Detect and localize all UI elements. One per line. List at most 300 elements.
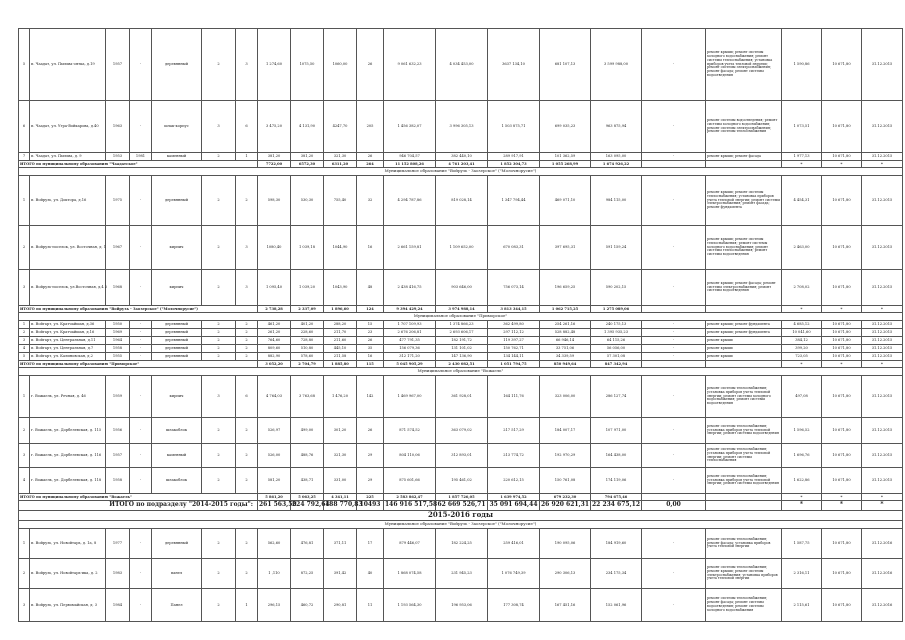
cell-a2: 401,20 bbox=[291, 321, 324, 329]
cell-c1: 4 294 787,86 bbox=[384, 176, 436, 226]
cell-c1: 477 791,35 bbox=[384, 337, 436, 345]
cell-works: ремонт крыши bbox=[706, 345, 782, 353]
cell-c2: 182 191,72 bbox=[436, 337, 488, 345]
cell-floors: 3 bbox=[202, 101, 236, 153]
cell-works: ремонт системы водоотведения; ремонт системы холодного водоснабжения; ремонт системы электроснабжения; ремонт системы теплоснабжения bbox=[706, 101, 782, 153]
cell-c2: 312 893,01 bbox=[436, 444, 488, 468]
cell-c4: 190 095,06 bbox=[540, 529, 591, 559]
cell-c1: 2 676 206,81 bbox=[384, 329, 436, 337]
subtotal-row bbox=[19, 494, 903, 501]
cell-c4: 469 071,10 bbox=[540, 176, 591, 226]
cell-entr: 2 bbox=[236, 418, 258, 444]
cell-a3: 290,81 bbox=[324, 589, 357, 622]
table-row bbox=[19, 337, 903, 345]
cell-a1: 526,00 bbox=[258, 444, 291, 468]
cell-a1: 4 764,03 bbox=[258, 376, 291, 418]
cell-c3: 1 503 875,71 bbox=[488, 101, 540, 153]
cell-c3: 177 308,74 bbox=[488, 589, 540, 622]
total-c4: 26 920 621,31 bbox=[540, 501, 591, 511]
cell-spec: 1 977,13 bbox=[782, 153, 822, 161]
cell-c4: 101 362,59 bbox=[540, 153, 591, 161]
cell-a3: 391,42 bbox=[324, 559, 357, 589]
cell-year2: - bbox=[130, 345, 152, 353]
total-c4: 679 232,30 bbox=[540, 494, 591, 501]
cell-floors: 2 bbox=[202, 321, 236, 329]
cell-year2: - bbox=[130, 321, 152, 329]
cell-addr: г. Вожаель, ул. Речная, д. 46 bbox=[30, 376, 106, 418]
cell-lim: 10 671,80 bbox=[822, 329, 862, 337]
cell-c5: 163 095,00 bbox=[591, 153, 642, 161]
total-c4: 1 062 715,25 bbox=[540, 306, 591, 313]
table-row bbox=[19, 418, 903, 444]
cell-spec: 384,12 bbox=[782, 337, 822, 345]
cell-c2: 903 646,00 bbox=[436, 270, 488, 306]
cell-addr: п. Чаадат, ул. Пыльва-оятка, д.19 bbox=[30, 29, 106, 101]
cell-c3: 297 112,12 bbox=[488, 329, 540, 337]
cell-c1: 871 574,52 bbox=[384, 418, 436, 444]
cell-a3: 1043,90 bbox=[324, 270, 357, 306]
cell-no: 3 bbox=[19, 337, 30, 345]
cell-no: 3 bbox=[19, 444, 30, 468]
cell-floors: 2 bbox=[202, 529, 236, 559]
cell-year2: - bbox=[130, 529, 152, 559]
total-date: * bbox=[862, 161, 903, 168]
cell-c5: 590 202,15 bbox=[591, 270, 642, 306]
cell-spec: 497,08 bbox=[782, 376, 822, 418]
cell-a1: 1 095,40 bbox=[258, 270, 291, 306]
total-spec: * bbox=[782, 501, 822, 511]
total-lim: * bbox=[822, 161, 862, 168]
cell-floors: 3 bbox=[202, 376, 236, 418]
cell-c5: 240 175,13 bbox=[591, 321, 642, 329]
cell-works: ремонт крыши bbox=[706, 353, 782, 361]
cell-c3: 119 397,27 bbox=[488, 337, 540, 345]
cell-c6: - bbox=[642, 529, 706, 559]
cell-entr: 2 bbox=[236, 353, 258, 361]
cell-a3: 211,70 bbox=[324, 329, 357, 337]
cell-year2: - bbox=[130, 337, 152, 345]
cell-works: ремонт крыши; ремонт фундамента bbox=[706, 329, 782, 337]
cell-year: 1983 bbox=[106, 559, 130, 589]
cell-c6: - bbox=[642, 321, 706, 329]
cell-a3: 755,40 bbox=[324, 176, 357, 226]
cell-c1: 1 193 564,30 bbox=[384, 589, 436, 622]
cell-a2: 228,60 bbox=[291, 329, 324, 337]
cell-year2: - bbox=[130, 444, 152, 468]
cell-people: 15 bbox=[357, 321, 384, 329]
cell-people: 26 bbox=[357, 29, 384, 101]
cell-a3: 1 476,20 bbox=[324, 376, 357, 418]
cell-no: 6 bbox=[19, 101, 30, 153]
total-c5: 1 674 926,22 bbox=[591, 161, 642, 168]
cell-c1: 156 079,36 bbox=[384, 345, 436, 353]
total-c1: 2 583 862,47 bbox=[384, 494, 436, 501]
cell-a2: 3 763,68 bbox=[291, 376, 324, 418]
cell-floors: 2 bbox=[202, 153, 236, 161]
cell-a2: 1075,50 bbox=[291, 29, 324, 101]
cell-year2: - bbox=[130, 468, 152, 494]
cell-c3: 1 076 749,39 bbox=[488, 559, 540, 589]
cell-spec: 1 622,86 bbox=[782, 468, 822, 494]
total-c3: 1 639 974,52 bbox=[488, 494, 540, 501]
cell-c5: 174 119,06 bbox=[591, 468, 642, 494]
cell-c3: 220 612,15 bbox=[488, 468, 540, 494]
cell-lim: 10 671,80 bbox=[822, 270, 862, 306]
cell-people: 16 bbox=[357, 353, 384, 361]
cell-no: 4 bbox=[19, 468, 30, 494]
cell-year2: - bbox=[130, 329, 152, 337]
cell-entr: 6 bbox=[236, 376, 258, 418]
cell-c6: - bbox=[642, 176, 706, 226]
municipality-title: Муниципальное образование "Войрузь - Заозерское" ("Молочнорусие") bbox=[19, 521, 903, 529]
cell-c5: 963 875,94 bbox=[591, 101, 642, 153]
total-a1: 3 052,20 bbox=[258, 361, 291, 368]
cell-c4: 196 659,25 bbox=[540, 270, 591, 306]
cell-year2: - bbox=[130, 176, 152, 226]
cell-entr: 2 bbox=[236, 468, 258, 494]
total-works bbox=[706, 161, 782, 168]
cell-c4: 34 339,59 bbox=[540, 353, 591, 361]
cell-date: 31.12.2015 bbox=[862, 270, 903, 306]
cell-c3: 259 416,01 bbox=[488, 529, 540, 559]
cell-floors: 2 bbox=[202, 226, 236, 270]
cell-a2: 460,72 bbox=[291, 589, 324, 622]
cell-no: 2 bbox=[19, 418, 30, 444]
total-date: * bbox=[862, 501, 903, 511]
cell-year: 1964 bbox=[106, 337, 130, 345]
cell-entr: 2 bbox=[236, 345, 258, 353]
cell-c6: - bbox=[642, 329, 706, 337]
total-people: 124 bbox=[357, 306, 384, 313]
cell-date: 31.12.2015 bbox=[862, 376, 903, 418]
cell-no: 2 bbox=[19, 329, 30, 337]
total-people: 264 bbox=[357, 161, 384, 168]
cell-spec: 1 590,86 bbox=[782, 29, 822, 101]
cell-spec: 2 316,11 bbox=[782, 559, 822, 589]
table-row bbox=[19, 589, 903, 622]
total-label: ИТОГО по муниципальному образованию "Вожаель" bbox=[19, 494, 258, 501]
cell-a1: 598,30 bbox=[258, 176, 291, 226]
cell-no: 4 bbox=[19, 345, 30, 353]
cell-spec: 4 685,12 bbox=[782, 321, 822, 329]
cell-c2: 4 034 453,00 bbox=[436, 29, 488, 101]
cell-works: ремонт крыши; ремонт системы холодного водоснабжения; ремонт системы теплоснабжения; установка приборов учета тепловой энергии; ремонт системы электроснабжения; ремонт фасада; ремонт системы водоотведения bbox=[706, 29, 782, 101]
cell-c4: 192 970,29 bbox=[540, 444, 591, 468]
cell-floors: 2 bbox=[202, 418, 236, 444]
cell-lim: 10 671,80 bbox=[822, 321, 862, 329]
cell-date: 31.12.2015 bbox=[862, 468, 903, 494]
cell-year: 1958 bbox=[106, 468, 130, 494]
table-row bbox=[19, 559, 903, 589]
total-c6 bbox=[642, 161, 706, 168]
cell-c6: - bbox=[642, 29, 706, 101]
table-row bbox=[19, 468, 903, 494]
cell-material: Панел bbox=[152, 589, 202, 622]
cell-a2: 4 131,90 bbox=[291, 101, 324, 153]
cell-no: 7 bbox=[19, 153, 30, 161]
total-a1: 5 861,20 bbox=[258, 494, 291, 501]
cell-addr: п. Войрузь, ул. Первомайская, д. 3 bbox=[30, 589, 106, 622]
cell-spec: 4 454,31 bbox=[782, 176, 822, 226]
table-row bbox=[19, 176, 903, 226]
total-c5: 1 275 089,06 bbox=[591, 306, 642, 313]
total-a2: 6572,30 bbox=[291, 161, 324, 168]
cell-year2: - bbox=[130, 589, 152, 622]
cell-date: 31.12.2016 bbox=[862, 529, 903, 559]
municipality-title: Муниципальное образование "Приморское" bbox=[19, 313, 903, 321]
cell-spec: 2 708,02 bbox=[782, 270, 822, 306]
cell-a1: 3 475,20 bbox=[258, 101, 291, 153]
cell-material: кирпич bbox=[152, 270, 202, 306]
table-row bbox=[19, 529, 903, 559]
cell-a2: 510,80 bbox=[291, 345, 324, 353]
cell-year2: - bbox=[130, 226, 152, 270]
municipality-title: Муниципальное образование "Войрузь - Заозерское" ("Молочнорусие") bbox=[19, 168, 903, 176]
cell-year2: - bbox=[130, 418, 152, 444]
total-lim: * bbox=[822, 501, 862, 511]
cell-material: деревянный bbox=[152, 321, 202, 329]
cell-a3: 211,60 bbox=[324, 337, 357, 345]
cell-c2: 819 028,14 bbox=[436, 176, 488, 226]
cell-lim: 10 671,80 bbox=[822, 529, 862, 559]
total-works bbox=[706, 361, 782, 368]
cell-c5: 591 159,24 bbox=[591, 226, 642, 270]
subtotal-row bbox=[19, 361, 903, 368]
cell-c2: 196 953,06 bbox=[436, 589, 488, 622]
total-c2: 3 974 988,14 bbox=[436, 306, 488, 313]
cell-date: 31.12.2015 bbox=[862, 101, 903, 153]
cell-a1: 882,90 bbox=[258, 353, 291, 361]
cell-addr: п. Чаадат, ул. Угра-Войкарова, д.40 bbox=[30, 101, 106, 153]
cell-floors: 2 bbox=[202, 270, 236, 306]
cell-no: 1 bbox=[19, 176, 30, 226]
cell-material: кирпич bbox=[152, 376, 202, 418]
table-row bbox=[19, 101, 903, 153]
table-row bbox=[19, 321, 903, 329]
cell-people: 35 bbox=[357, 345, 384, 353]
cell-a1: 809,60 bbox=[258, 345, 291, 353]
cell-spec: 1 587,75 bbox=[782, 529, 822, 559]
cell-c4: 528 882,48 bbox=[540, 329, 591, 337]
cell-date: 31.12.2015 bbox=[862, 353, 903, 361]
cell-people: 16 bbox=[357, 226, 384, 270]
cell-entr: 2 bbox=[236, 559, 258, 589]
cell-c2: 182 224,25 bbox=[436, 529, 488, 559]
cell-c6: - bbox=[642, 444, 706, 468]
total-label: ИТОГО по подразделу "2014-2015 годы": bbox=[19, 501, 258, 511]
cell-date: 31.12.2016 bbox=[862, 589, 903, 622]
cell-c2: 231 945,23 bbox=[436, 559, 488, 589]
total-a2: 5 063,25 bbox=[291, 494, 324, 501]
cell-c3: 164 111,76 bbox=[488, 376, 540, 418]
total-lim: * bbox=[822, 361, 862, 368]
cell-lim: 10 671,80 bbox=[822, 226, 862, 270]
cell-people: 40 bbox=[357, 559, 384, 589]
cell-c4: 254 261,16 bbox=[540, 321, 591, 329]
cell-year: 1967 bbox=[106, 226, 130, 270]
total-c5: 22 234 675,12 bbox=[591, 501, 642, 511]
cell-works: ремонт крыши; ремонт фундамента bbox=[706, 321, 782, 329]
total-c5: 794 675,46 bbox=[591, 494, 642, 501]
cell-c2: 1 374 866,23 bbox=[436, 321, 488, 329]
table-row bbox=[19, 444, 903, 468]
total-c1: 5 045 905,29 bbox=[384, 361, 436, 368]
cell-addr: п. Чаадат, ул. Пыльва, д. 9 bbox=[30, 153, 106, 161]
cell-c1: 879 446,07 bbox=[384, 529, 436, 559]
total-a1: 2 738,28 bbox=[258, 306, 291, 313]
cell-people: 48 bbox=[357, 270, 384, 306]
cell-people: 29 bbox=[357, 468, 384, 494]
cell-a1: 1 274,60 bbox=[258, 29, 291, 101]
cell-a3: 321,30 bbox=[324, 153, 357, 161]
cell-year: 1968 bbox=[106, 270, 130, 306]
cell-addr: п. Войгарт, ул. Кратчайшая, д.16 bbox=[30, 329, 106, 337]
cell-c5: 1 395 935,23 bbox=[591, 329, 642, 337]
total-a3: 188 770,83 bbox=[324, 501, 357, 511]
cell-a2: 578,60 bbox=[291, 353, 324, 361]
municipality-header-row bbox=[19, 168, 903, 176]
cell-material: деревянный bbox=[152, 329, 202, 337]
total-lim: * bbox=[822, 306, 862, 313]
table-row bbox=[19, 29, 903, 101]
cell-c3: 3637 134,10 bbox=[488, 29, 540, 101]
cell-addr: г. Вожаель, ул. Дорбелевская, д. 116 bbox=[30, 444, 106, 468]
table-row bbox=[19, 353, 903, 361]
cell-c1: 2 438 416,75 bbox=[384, 270, 436, 306]
cell-no: 1 bbox=[19, 376, 30, 418]
cell-date: 31.12.2016 bbox=[862, 559, 903, 589]
cell-year: 1977 bbox=[106, 529, 130, 559]
cell-c6: - bbox=[642, 101, 706, 153]
cell-c5: 107 971,00 bbox=[591, 418, 642, 444]
cell-material: каменный bbox=[152, 153, 202, 161]
cell-floors: 2 bbox=[202, 353, 236, 361]
cell-date: 31.12.2015 bbox=[862, 226, 903, 270]
municipality-header-row bbox=[19, 313, 903, 321]
cell-c4: 397 695,31 bbox=[540, 226, 591, 270]
cell-c2: 361 928,01 bbox=[436, 376, 488, 418]
cell-year: 1958 bbox=[106, 345, 130, 353]
cell-people: 23 bbox=[357, 329, 384, 337]
cell-c1: 1 456 382,07 bbox=[384, 101, 436, 153]
cell-c6: - bbox=[642, 376, 706, 418]
cell-date: 31.12.2015 bbox=[862, 29, 903, 101]
cell-a2: 488,76 bbox=[291, 444, 324, 468]
cell-entr: 1 bbox=[236, 153, 258, 161]
cell-year2: - bbox=[130, 353, 152, 361]
cell-no: 1 bbox=[19, 529, 30, 559]
total-spec: * bbox=[782, 306, 822, 313]
cell-a3: 288,20 bbox=[324, 321, 357, 329]
total-c6: 0,00 bbox=[642, 501, 706, 511]
cell-year2: - bbox=[130, 270, 152, 306]
cell-c1: 804 110,06 bbox=[384, 444, 436, 468]
cell-entr: 2 bbox=[236, 444, 258, 468]
total-c4: 1 055 268,99 bbox=[540, 161, 591, 168]
cell-floors: 2 bbox=[202, 468, 236, 494]
total-lim: * bbox=[822, 494, 862, 501]
cell-a2: 499,00 bbox=[291, 418, 324, 444]
cell-c3: 670 083,31 bbox=[488, 226, 540, 270]
cell-a3: 331,00 bbox=[324, 468, 357, 494]
cell-no: 2 bbox=[19, 559, 30, 589]
cell-no: 3 bbox=[19, 270, 30, 306]
cell-lim: 10 671,80 bbox=[822, 176, 862, 226]
total-date: * bbox=[862, 494, 903, 501]
cell-year: 1957 bbox=[106, 29, 130, 101]
cell-people: 17 bbox=[357, 529, 384, 559]
cell-year: 1957 bbox=[106, 444, 130, 468]
cell-entr: 2 bbox=[236, 321, 258, 329]
cell-works: ремонт системы теплоснабжения; установка приборов учета тепловой энергии; ремонт системы водоотведения bbox=[706, 468, 782, 494]
cell-c5: 3 599 988,00 bbox=[591, 29, 642, 101]
cell-year2: - bbox=[130, 101, 152, 153]
cell-lim: 10 671,80 bbox=[822, 101, 862, 153]
cell-works: ремонт крыши; ремонт фасада bbox=[706, 153, 782, 161]
cell-material: панел bbox=[152, 559, 202, 589]
cell-a3: 1060,00 bbox=[324, 29, 357, 101]
total-works bbox=[706, 501, 782, 511]
cell-c1: 9 061 632,23 bbox=[384, 29, 436, 101]
cell-works: ремонт системы теплоснабжения; установка приборов учета тепловой энергии; ремонт системы холодного водоснабжения; ремонт системы водоотведения bbox=[706, 376, 782, 418]
cell-year: 1984 bbox=[106, 589, 130, 622]
total-a1: 261 563,50 bbox=[258, 501, 291, 511]
cell-people: 26 bbox=[357, 153, 384, 161]
cell-addr: п. Войрузь-поселок, ул. Восточная, д. 1 bbox=[30, 226, 106, 270]
cell-addr: п. Войгарт, ул. Кратчайшая, д.36 bbox=[30, 321, 106, 329]
cell-addr: п. Войгарт, ул. Центральная, д.11 bbox=[30, 337, 106, 345]
cell-c6: - bbox=[642, 418, 706, 444]
period-header-row bbox=[19, 511, 903, 521]
cell-a3: 371,11 bbox=[324, 529, 357, 559]
cell-works: ремонт системы теплоснабжения; установка приборов учета тепловой энергии; ремонт системы водоотведения bbox=[706, 418, 782, 444]
total-c1: 11 152 808,26 bbox=[384, 161, 436, 168]
cell-c6: - bbox=[642, 345, 706, 353]
cell-a2: 476,81 bbox=[291, 529, 324, 559]
municipality-header-row bbox=[19, 521, 903, 529]
total-a2: 2 704,79 bbox=[291, 361, 324, 368]
cell-spec: 1 696,76 bbox=[782, 444, 822, 468]
cell-date: 31.12.2015 bbox=[862, 153, 903, 161]
total-c2: 2 430 082,51 bbox=[436, 361, 488, 368]
cell-floors: 2 bbox=[202, 589, 236, 622]
cell-entr: 1 bbox=[236, 589, 258, 622]
cell-floors: 2 bbox=[202, 345, 236, 353]
cell-c6: - bbox=[642, 337, 706, 345]
table-row bbox=[19, 329, 903, 337]
cell-c5: 234 175,34 bbox=[591, 559, 642, 589]
cell-a2: 1 039,18 bbox=[291, 226, 324, 270]
cell-c4: 290 306,13 bbox=[540, 559, 591, 589]
cell-c6: - bbox=[642, 226, 706, 270]
cell-lim: 10 671,80 bbox=[822, 589, 862, 622]
cell-material: деревянный bbox=[152, 353, 202, 361]
table-row bbox=[19, 376, 903, 418]
cell-floors: 2 bbox=[202, 329, 236, 337]
total-c4: 850 949,64 bbox=[540, 361, 591, 368]
total-label: ИТОГО по муниципальному образованию "Чаадатское" bbox=[19, 161, 258, 168]
subtotal-row bbox=[19, 306, 903, 313]
cell-c4: 681 107,13 bbox=[540, 29, 591, 101]
cell-c3: 217 517,29 bbox=[488, 418, 540, 444]
total-c3: 1 051 794,75 bbox=[488, 361, 540, 368]
cell-works: ремонт крыши; ремонт системы теплоснабжения; установка приборов учета тепловой энергии; ремонт системы электроснабжения; ремонт фасада; ремонт фундамента bbox=[706, 176, 782, 226]
total-c2: 62 669 526,71 bbox=[436, 501, 488, 511]
cell-a1: 261,20 bbox=[258, 329, 291, 337]
cell-a2: 438,71 bbox=[291, 468, 324, 494]
cell-c2: 3 996 305,13 bbox=[436, 101, 488, 153]
cell-spec: 10 041,60 bbox=[782, 329, 822, 337]
